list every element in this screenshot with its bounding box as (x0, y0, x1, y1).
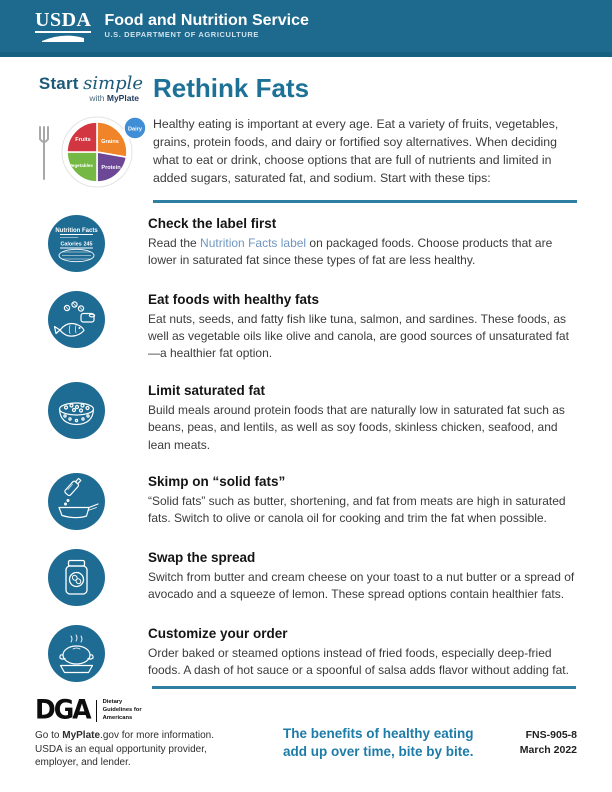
usda-header-banner (0, 0, 612, 57)
top-content-row (0, 57, 612, 203)
myplate-gov-link[interactable]: MyPlate (62, 730, 101, 742)
title-intro-column (147, 73, 577, 203)
nutrition-facts-label-icon (48, 215, 105, 272)
myplate-brand-block (35, 73, 147, 203)
plate-dairy-label: Dairy (128, 126, 142, 133)
tip-text: Switch from butter and cream cheese on your toast to a nut butter or a spread of avocado and a squeeze of lemon. These spread options contain healthier fats. (148, 569, 575, 602)
roasted-turkey-icon (48, 625, 105, 682)
tip-text-suffix: on packaged foods. Choose products that are lower in saturated fat since these types of fat are less healthy. (148, 235, 553, 268)
dga-caption: Dietary Guidelines for Americans (102, 699, 142, 721)
fish-and-nuts-icon (48, 291, 105, 348)
tip-heading: Check the label first (148, 215, 277, 231)
tip-heading: Skimp on “solid fats” (148, 473, 286, 489)
agency-name: Food and Nutrition Service (104, 12, 309, 30)
document-id-block (518, 699, 577, 770)
tagline-line1: The benefits of healthy eating (283, 726, 474, 741)
tip-customize-your-order (0, 625, 612, 682)
tip-body (148, 625, 576, 682)
usda-wordmark: USDA (35, 9, 92, 31)
brand-myplate-text: MyPlate (106, 93, 139, 103)
plate-protein-label: Protein (101, 165, 121, 171)
tip-text: “Solid fats” such as butter, shortening, and fat from meats are high in saturated fats. Switch to olive or canola oil for cooking and trim the fat when possible. (148, 493, 566, 526)
footer-columns (0, 689, 612, 770)
plate-fruits-label: Fruits (75, 137, 91, 143)
bowl-of-beans-icon (48, 382, 105, 439)
tip-heading: Limit saturated fat (148, 382, 266, 398)
brand-with-text: with (89, 93, 107, 103)
tips-list (0, 215, 612, 682)
header-agency-text (104, 13, 308, 39)
footer-left-block (35, 694, 247, 770)
footer-info-text (35, 729, 235, 770)
info-suffix: .gov for more information. (100, 730, 214, 742)
tip-body (148, 215, 576, 272)
tip-heading: Swap the spread (148, 549, 256, 565)
myplate-icon (35, 109, 147, 189)
tip-heading: Customize your order (148, 625, 288, 641)
start-simple-logotype (35, 73, 147, 94)
tip-body (148, 549, 576, 606)
tip-text (148, 235, 576, 270)
dga-wordmark: DGA (35, 694, 90, 726)
tip-body (148, 473, 576, 530)
tagline-line2: add up over time, bite by bite. (283, 744, 474, 760)
usda-swoosh-icon (42, 33, 84, 42)
section-divider (153, 200, 577, 203)
equal-opportunity-text: USDA is an equal opportunity provider, employer, and lender. (35, 743, 207, 769)
fork-icon (40, 127, 48, 179)
info-prefix: Go to (35, 730, 63, 742)
tip-skimp-solid-fats (0, 473, 612, 530)
svg-text:Nutrition Facts: Nutrition Facts (55, 227, 98, 234)
intro-paragraph: Healthy eating is important at every age. Eat a variety of fruits, vegetables, grains, protein foods, and dairy or fortified soy alternatives. When deciding what to eat or drink, choose options that are full of nutrients and limited in added sugars, saturated fat, and sodium. Start with these tips: (153, 116, 559, 186)
svg-text:Calories: Calories (60, 241, 82, 248)
footer (0, 686, 612, 792)
tip-body (148, 382, 576, 454)
tip-text: Build meals around protein foods that are naturally low in saturated fat such as beans, peas, and lentils, as well as soy foods, skinless chicken, seafood, and lean meats. (148, 402, 565, 452)
department-name: U.S. DEPARTMENT OF AGRICULTURE (104, 30, 259, 40)
with-myplate-text (35, 93, 147, 103)
document-date: March 2022 (519, 744, 577, 757)
plate-vegetables-label: Vegetables (68, 163, 94, 168)
nut-butter-jar-icon (48, 549, 105, 606)
brand-simple-text: simple (83, 73, 144, 94)
svg-text:245: 245 (83, 241, 93, 248)
nutrition-facts-label-link[interactable]: Nutrition Facts label (200, 235, 307, 250)
tip-text: Eat nuts, seeds, and fatty fish like tuna, salmon, and sardines. These foods, as well as vegetable oils like olive and canola, are good sources of unsaturated fat—a healthier fat option. (148, 311, 569, 361)
tip-text-prefix: Read the (148, 235, 201, 250)
plate-grains-label: Grains (101, 139, 119, 145)
brand-start-text: Start (38, 74, 79, 93)
tip-heading: Eat foods with healthy fats (148, 291, 320, 307)
tip-limit-saturated-fat (0, 382, 612, 454)
tip-healthy-fats (0, 291, 612, 363)
dga-logo-separator (96, 700, 97, 722)
tip-body (148, 291, 576, 363)
oil-bottle-and-pan-icon (48, 473, 105, 530)
page-title: Rethink Fats (153, 73, 310, 103)
dga-logo (35, 694, 247, 726)
tip-swap-the-spread (0, 549, 612, 606)
usda-logo (35, 10, 91, 42)
footer-tagline (283, 699, 518, 770)
tip-check-the-label (0, 215, 612, 272)
tip-text: Order baked or steamed options instead of fried foods, especially deep-fried foods. A dash of hot sauce or a spoonful of salsa adds flavor without adding fat. (148, 645, 569, 678)
document-number: FNS-905-8 (525, 729, 577, 741)
